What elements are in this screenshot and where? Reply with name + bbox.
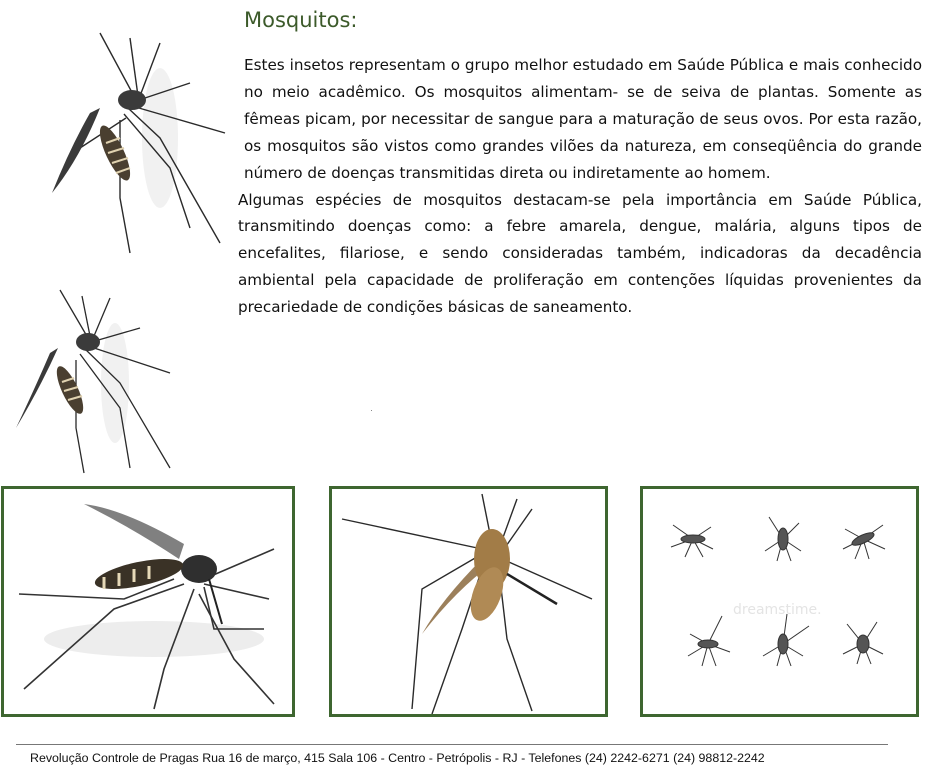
mosquito-photo-closeup [1, 486, 295, 717]
page-title: Mosquitos: [244, 8, 358, 32]
stray-dot [371, 410, 372, 411]
mosquito-photo-brown [329, 486, 608, 717]
article-body [238, 52, 922, 321]
footer-contact: Revolução Controle de Pragas Rua 16 de março, 415 Sala 106 - Centro - Petrópolis - RJ - Telefones (24) 2242-6271 (24) 98812-2242 [30, 751, 765, 765]
footer-divider [16, 744, 888, 745]
mosquito-illustration-top [40, 28, 230, 258]
paragraph-species: Algumas espécies de mosquitos destacam-se pela importância em Saúde Pública, transmitindo doenças como: a febre amarela, dengue, malária, alguns tipos de encefalites, filariose, e sendo consideradas também, indicadoras da decadência ambiental pela capacidade de proliferação em contenções líquidas provenientes da precariedade de condições básicas de saneamento. [238, 190, 922, 317]
mosquito-illustration-middle [10, 288, 180, 478]
paragraph-intro: Estes insetos representam o grupo melhor estudado em Saúde Pública e mais conhecido no meio acadêmico. Os mosquitos alimentam- se de seiva de plantas. Somente as fêmeas picam, por necessitar de sangue para a maturação de seus ovos. Por esta razão, os mosquitos são vistos como grandes vilões da natureza, em conseqüência do grande número de doenças transmitidas direta ou indiretamente ao homem. [244, 56, 922, 182]
mosquito-photo-grid [640, 486, 919, 717]
stock-watermark: dreamstime. [733, 602, 822, 618]
